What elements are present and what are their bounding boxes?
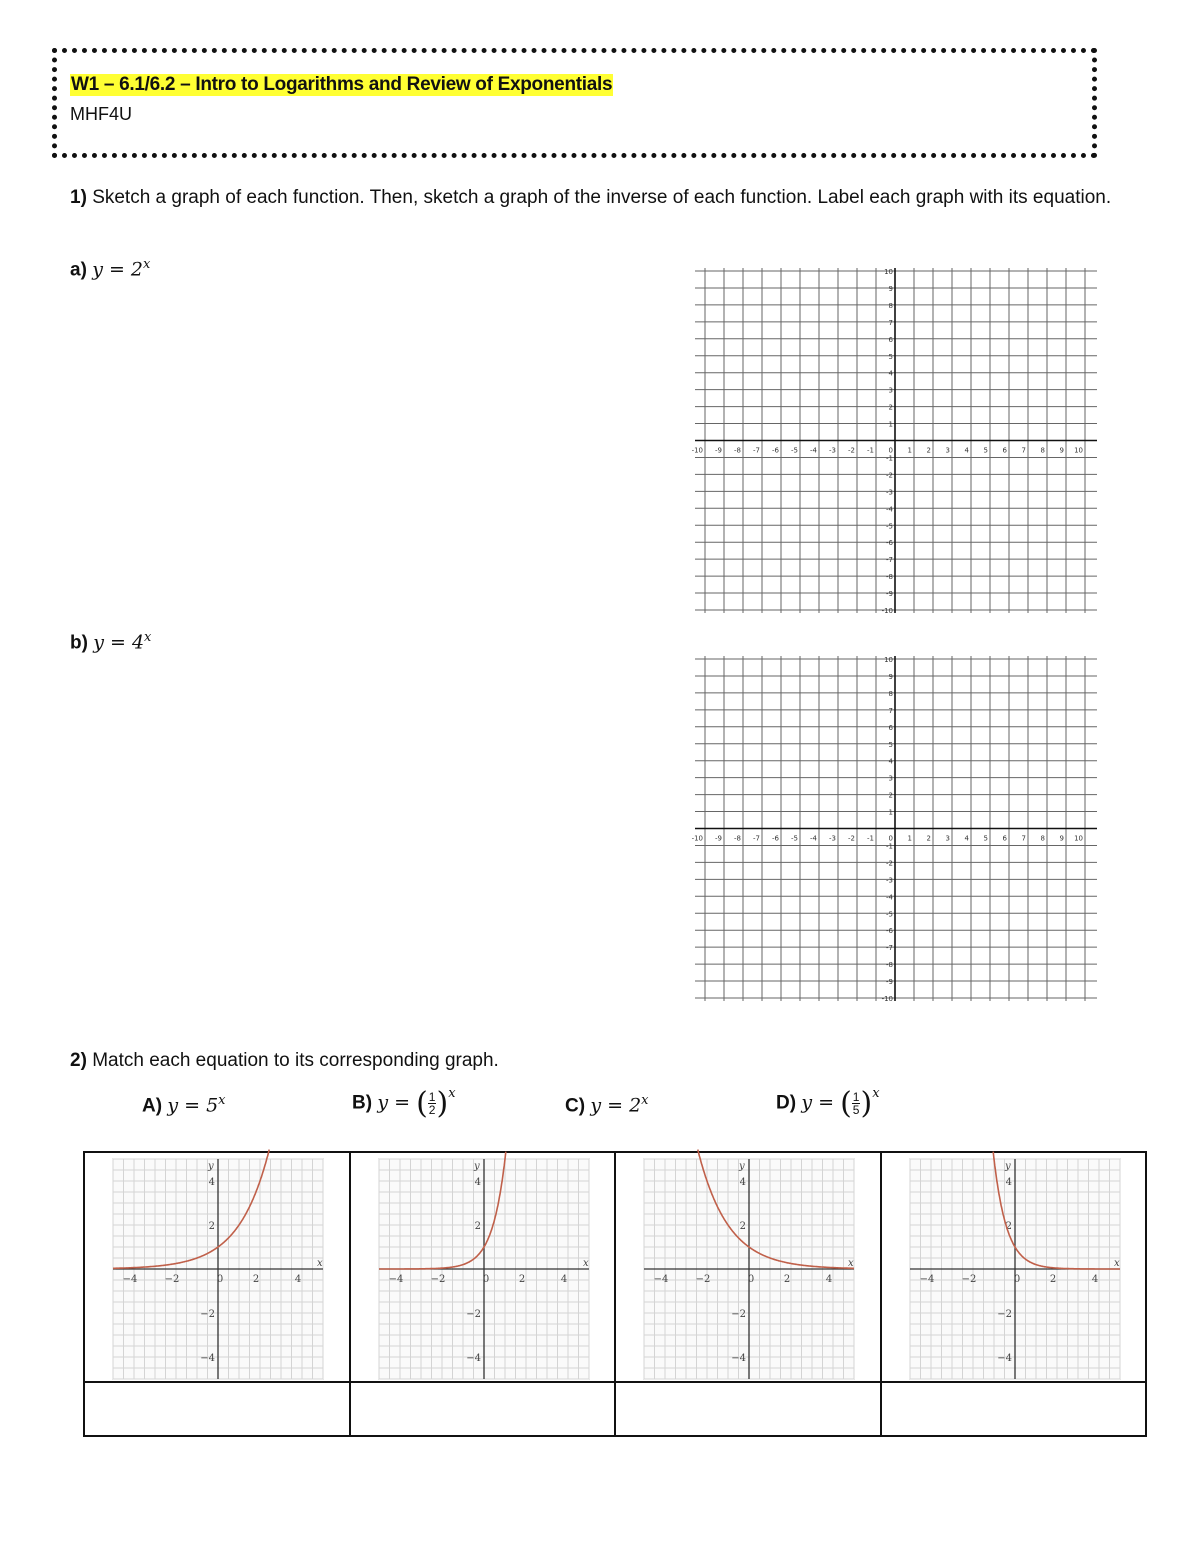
y-tick-label: 7 bbox=[888, 706, 893, 715]
x-tick-label: -10 bbox=[691, 446, 703, 455]
x-tick-label: 2 bbox=[926, 834, 931, 843]
y-tick-label: -1 bbox=[886, 454, 893, 463]
y-tick-label: -4 bbox=[886, 505, 893, 514]
y-tick-label: 3 bbox=[888, 386, 893, 395]
graph-x-tick: 2 bbox=[783, 1274, 791, 1285]
graph-x-tick: −4 bbox=[919, 1274, 934, 1285]
header-box bbox=[52, 48, 1097, 158]
graph-x-tick: 0 bbox=[216, 1274, 224, 1285]
graph-x-tick: 0 bbox=[1013, 1274, 1020, 1285]
graph-x-tick: 2 bbox=[252, 1274, 260, 1285]
question-1-text: Sketch a graph of each function. Then, sketch a graph of the inverse of each function. Label each graph with its equation. bbox=[92, 187, 1112, 208]
x-tick-label: 1 bbox=[907, 446, 912, 455]
graph-y-label: y bbox=[739, 1161, 745, 1172]
y-tick-label: 1 bbox=[888, 420, 893, 429]
part-b-letter: b) bbox=[70, 632, 88, 654]
exponential-graph-1 bbox=[93, 1159, 343, 1379]
graph-x-tick: 4 bbox=[560, 1274, 567, 1285]
graph-x-tick: −2 bbox=[695, 1274, 711, 1285]
graph-x-tick: −2 bbox=[961, 1274, 976, 1285]
option-c-lhs: y = bbox=[590, 1094, 630, 1117]
x-tick-label: 10 bbox=[1074, 834, 1083, 843]
graph-y-tick: 2 bbox=[208, 1221, 215, 1232]
part-a-letter: a) bbox=[70, 259, 87, 281]
graph-x-tick: 4 bbox=[294, 1274, 302, 1285]
y-tick-label: 10 bbox=[884, 268, 893, 276]
question-2-number: 2) bbox=[70, 1050, 87, 1071]
option-c-exp: x bbox=[641, 1093, 649, 1108]
graph-y-tick: −4 bbox=[731, 1353, 746, 1364]
y-tick-label: 5 bbox=[888, 740, 893, 749]
option-b-close-paren: ) bbox=[436, 1086, 449, 1121]
y-tick-label: 2 bbox=[888, 791, 893, 800]
graph-cell-4 bbox=[881, 1152, 1147, 1382]
graph-x-label: x bbox=[848, 1258, 854, 1269]
graph-x-tick: −4 bbox=[388, 1274, 403, 1285]
option-a-label: A) bbox=[142, 1095, 163, 1117]
question-1 bbox=[70, 184, 1140, 212]
y-tick-label: -3 bbox=[886, 488, 893, 497]
graph-cell-3 bbox=[615, 1152, 881, 1382]
x-tick-label: -2 bbox=[848, 834, 855, 843]
option-c bbox=[565, 1093, 649, 1117]
graph-y-tick: −2 bbox=[200, 1309, 215, 1320]
y-tick-label: 5 bbox=[888, 352, 893, 361]
x-tick-label: -4 bbox=[810, 834, 817, 843]
option-d bbox=[776, 1086, 880, 1121]
option-b-lhs: y = bbox=[377, 1091, 417, 1114]
y-tick-label: -2 bbox=[886, 859, 893, 868]
option-b-label: B) bbox=[352, 1092, 373, 1114]
x-tick-label: -8 bbox=[734, 834, 741, 843]
x-tick-label: 0 bbox=[888, 834, 893, 843]
matching-table bbox=[83, 1151, 1147, 1437]
option-a-exp: x bbox=[218, 1093, 226, 1108]
option-c-label: C) bbox=[565, 1095, 586, 1117]
graph-x-tick: −4 bbox=[122, 1274, 138, 1285]
answer-cell-2[interactable] bbox=[350, 1382, 616, 1436]
graph-y-tick: −2 bbox=[465, 1309, 481, 1320]
graph-y-tick: 2 bbox=[1005, 1221, 1012, 1232]
y-tick-label: -2 bbox=[886, 471, 893, 480]
y-tick-label: 6 bbox=[888, 723, 893, 732]
graph-y-tick: 2 bbox=[474, 1221, 481, 1232]
exponential-graph-2 bbox=[359, 1159, 609, 1379]
answer-row bbox=[84, 1382, 1146, 1436]
x-tick-label: -3 bbox=[829, 446, 836, 455]
y-tick-label: -6 bbox=[886, 927, 893, 936]
y-tick-label: -10 bbox=[881, 995, 893, 1003]
x-tick-label: -10 bbox=[691, 834, 703, 843]
option-b-denominator: 2 bbox=[428, 1103, 436, 1117]
x-tick-label: -5 bbox=[791, 446, 798, 455]
x-tick-label: -7 bbox=[753, 834, 760, 843]
x-tick-label: 9 bbox=[1059, 834, 1064, 843]
option-d-open-paren: ( bbox=[840, 1086, 852, 1121]
y-tick-label: -4 bbox=[886, 893, 893, 902]
y-tick-label: -8 bbox=[886, 961, 893, 970]
y-tick-label: 9 bbox=[888, 284, 893, 293]
y-tick-label: -7 bbox=[886, 944, 893, 953]
y-tick-label: -8 bbox=[886, 573, 893, 582]
x-tick-label: 3 bbox=[945, 834, 950, 843]
graph-cell-2 bbox=[350, 1152, 616, 1382]
option-b-numerator: 1 bbox=[428, 1090, 436, 1104]
graph-x-tick: −2 bbox=[164, 1274, 180, 1285]
part-b-coordinate-grid[interactable] bbox=[691, 656, 1097, 1003]
y-tick-label: 9 bbox=[888, 672, 893, 681]
y-tick-label: -7 bbox=[886, 556, 893, 565]
graph-y-tick: 4 bbox=[1005, 1177, 1012, 1188]
y-tick-label: 1 bbox=[888, 808, 893, 817]
x-tick-label: 1 bbox=[907, 834, 912, 843]
graph-y-tick: 4 bbox=[739, 1177, 746, 1188]
x-tick-label: 10 bbox=[1074, 446, 1083, 455]
option-b bbox=[352, 1086, 456, 1121]
exponential-graph-4 bbox=[890, 1159, 1140, 1379]
graph-y-tick: −4 bbox=[200, 1353, 215, 1364]
y-tick-label: 8 bbox=[888, 301, 893, 310]
x-tick-label: 8 bbox=[1040, 834, 1045, 843]
option-a-lhs: y = bbox=[167, 1094, 207, 1117]
graph-x-tick: 2 bbox=[518, 1274, 525, 1285]
x-tick-label: 6 bbox=[1002, 834, 1007, 843]
x-tick-label: -5 bbox=[791, 834, 798, 843]
option-a bbox=[142, 1093, 226, 1117]
y-tick-label: -6 bbox=[886, 539, 893, 548]
part-a-lhs: y = bbox=[92, 258, 131, 281]
y-tick-label: -9 bbox=[886, 978, 893, 987]
x-tick-label: 0 bbox=[888, 446, 893, 455]
x-tick-label: -8 bbox=[734, 446, 741, 455]
graph-x-tick: 4 bbox=[825, 1274, 833, 1285]
y-tick-label: -10 bbox=[881, 607, 893, 615]
part-b-exp: x bbox=[144, 630, 152, 645]
y-tick-label: -3 bbox=[886, 876, 893, 885]
y-tick-label: -5 bbox=[886, 522, 893, 531]
part-a-coordinate-grid[interactable] bbox=[691, 268, 1097, 615]
x-tick-label: 8 bbox=[1040, 446, 1045, 455]
part-a-base: 2 bbox=[130, 258, 144, 281]
y-tick-label: 7 bbox=[888, 318, 893, 327]
graph-x-label: x bbox=[1113, 1258, 1120, 1269]
x-tick-label: 4 bbox=[964, 834, 969, 843]
answer-cell-3[interactable] bbox=[615, 1382, 881, 1436]
x-tick-label: 5 bbox=[983, 446, 988, 455]
y-tick-label: 8 bbox=[888, 689, 893, 698]
y-tick-label: 4 bbox=[888, 369, 893, 378]
x-tick-label: -2 bbox=[848, 446, 855, 455]
worksheet-title: W1 – 6.1/6.2 – Intro to Logarithms and Review of Exponentials bbox=[71, 74, 613, 95]
graph-y-tick: −2 bbox=[996, 1309, 1012, 1320]
part-b-lhs: y = bbox=[93, 631, 132, 654]
x-tick-label: 7 bbox=[1021, 446, 1026, 455]
x-tick-label: -7 bbox=[753, 446, 760, 455]
option-d-numerator: 1 bbox=[852, 1090, 860, 1104]
graph-cell-1 bbox=[84, 1152, 350, 1382]
x-tick-label: 5 bbox=[983, 834, 988, 843]
x-tick-label: 6 bbox=[1002, 446, 1007, 455]
y-tick-label: 4 bbox=[888, 757, 893, 766]
part-b-label bbox=[70, 630, 151, 654]
y-tick-label: -9 bbox=[886, 590, 893, 599]
option-d-close-paren: ) bbox=[860, 1086, 873, 1121]
x-tick-label: 9 bbox=[1059, 446, 1064, 455]
y-tick-label: 6 bbox=[888, 335, 893, 344]
x-tick-label: -1 bbox=[867, 446, 874, 455]
question-2 bbox=[70, 1050, 499, 1072]
course-code: MHF4U bbox=[70, 104, 132, 124]
x-tick-label: -1 bbox=[867, 834, 874, 843]
x-tick-label: 3 bbox=[945, 446, 950, 455]
option-c-base: 2 bbox=[629, 1094, 642, 1117]
graph-y-label: y bbox=[473, 1161, 480, 1172]
x-tick-label: -3 bbox=[829, 834, 836, 843]
y-tick-label: 10 bbox=[884, 656, 893, 664]
graph-row bbox=[84, 1152, 1146, 1382]
x-tick-label: -6 bbox=[772, 834, 779, 843]
part-b-base: 4 bbox=[131, 631, 145, 654]
y-tick-label: -1 bbox=[886, 842, 893, 851]
y-tick-label: 3 bbox=[888, 774, 893, 783]
option-d-lhs: y = bbox=[801, 1091, 841, 1114]
graph-x-tick: 0 bbox=[482, 1274, 489, 1285]
x-tick-label: -6 bbox=[772, 446, 779, 455]
graph-y-tick: 4 bbox=[208, 1177, 215, 1188]
option-d-exp: x bbox=[872, 1086, 880, 1101]
graph-x-label: x bbox=[317, 1258, 323, 1269]
x-tick-label: 2 bbox=[926, 446, 931, 455]
part-a-label bbox=[70, 257, 150, 281]
x-tick-label: -9 bbox=[715, 446, 722, 455]
option-d-denominator: 5 bbox=[852, 1103, 860, 1117]
graph-y-tick: −2 bbox=[731, 1309, 746, 1320]
graph-x-label: x bbox=[582, 1258, 589, 1269]
exponential-graph-3 bbox=[624, 1159, 874, 1379]
option-d-label: D) bbox=[776, 1092, 797, 1114]
graph-y-tick: −4 bbox=[465, 1353, 481, 1364]
graph-x-tick: 4 bbox=[1091, 1274, 1098, 1285]
x-tick-label: -9 bbox=[715, 834, 722, 843]
y-tick-label: -5 bbox=[886, 910, 893, 919]
question-2-text: Match each equation to its corresponding graph. bbox=[92, 1050, 499, 1071]
y-tick-label: 2 bbox=[888, 403, 893, 412]
x-tick-label: 4 bbox=[964, 446, 969, 455]
option-b-exp: x bbox=[448, 1086, 456, 1101]
option-b-open-paren: ( bbox=[416, 1086, 428, 1121]
part-a-exp: x bbox=[143, 257, 151, 272]
graph-x-tick: 2 bbox=[1049, 1274, 1056, 1285]
question-1-number: 1) bbox=[70, 187, 87, 208]
answer-cell-1[interactable] bbox=[84, 1382, 350, 1436]
graph-y-tick: 4 bbox=[474, 1177, 481, 1188]
graph-y-tick: −4 bbox=[996, 1353, 1012, 1364]
graph-x-tick: −4 bbox=[653, 1274, 669, 1285]
x-tick-label: -4 bbox=[810, 446, 817, 455]
x-tick-label: 7 bbox=[1021, 834, 1026, 843]
option-a-base: 5 bbox=[206, 1094, 219, 1117]
graph-x-tick: 0 bbox=[747, 1274, 755, 1285]
graph-x-tick: −2 bbox=[430, 1274, 445, 1285]
answer-cell-4[interactable] bbox=[881, 1382, 1147, 1436]
graph-y-tick: 2 bbox=[739, 1221, 746, 1232]
graph-y-label: y bbox=[1004, 1161, 1011, 1172]
graph-y-label: y bbox=[208, 1161, 214, 1172]
